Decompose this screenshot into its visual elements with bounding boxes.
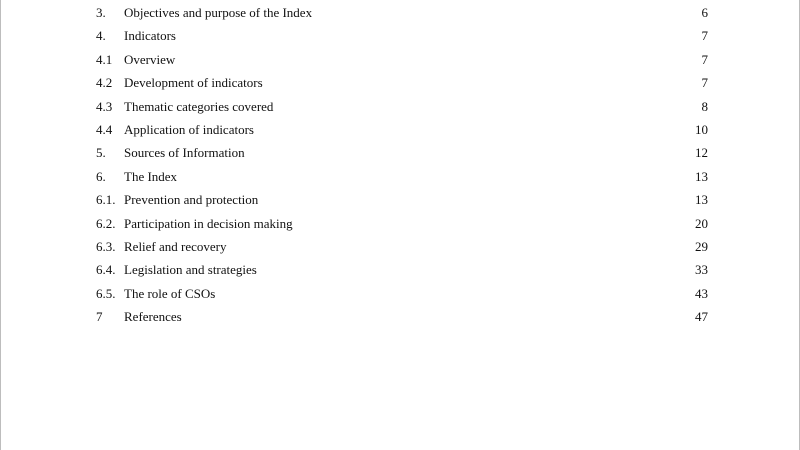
toc-entry-title: Participation in decision making [124, 215, 293, 231]
toc-entry-page: 12 [695, 145, 708, 161]
toc-entry[interactable] [96, 305, 708, 328]
toc-entry[interactable] [96, 71, 708, 94]
toc-dot-leader [217, 285, 694, 299]
toc-entry-number: 4.3 [96, 98, 113, 114]
toc-entry-number: 6.5. [96, 285, 116, 301]
toc-dot-leader [177, 51, 700, 65]
table-of-contents [96, 1, 708, 328]
toc-dot-leader [259, 261, 694, 275]
toc-entry-number: 4.2 [96, 75, 113, 91]
toc-entry-number: 6.4. [96, 262, 116, 278]
toc-dot-leader [314, 4, 700, 18]
toc-entry-number: 6.1. [96, 192, 116, 208]
toc-entry[interactable] [96, 212, 708, 235]
toc-entry-number: 7 [96, 309, 103, 325]
toc-entry-page: 47 [695, 309, 708, 325]
toc-entry[interactable] [96, 282, 708, 305]
toc-entry[interactable] [96, 24, 708, 47]
toc-entry[interactable] [96, 188, 708, 211]
toc-entry-title: The Index [124, 168, 178, 184]
toc-dot-leader [295, 215, 694, 229]
toc-entry-number: 4. [96, 28, 106, 44]
toc-entry-title: References [124, 309, 182, 325]
toc-dot-leader [275, 98, 700, 112]
toc-entry-number: 6.2. [96, 215, 116, 231]
toc-dot-leader [247, 144, 694, 158]
toc-entry-page: 7 [701, 75, 708, 91]
toc-dot-leader [256, 121, 694, 135]
toc-entry-title: Overview [124, 51, 176, 67]
toc-entry-number: 4.1 [96, 51, 113, 67]
toc-dot-leader [179, 168, 694, 182]
toc-dot-leader [260, 191, 694, 205]
toc-dot-leader [184, 308, 694, 322]
toc-dot-leader [178, 27, 701, 41]
toc-entry-title: Legislation and strategies [124, 262, 257, 278]
toc-entry-page: 33 [695, 262, 708, 278]
toc-entry-page: 43 [695, 285, 708, 301]
toc-entry[interactable] [96, 1, 708, 24]
toc-entry[interactable] [96, 141, 708, 164]
toc-entry-title: Prevention and protection [124, 192, 259, 208]
toc-entry-title: The role of CSOs [124, 285, 216, 301]
toc-entry-number: 6.3. [96, 238, 116, 254]
toc-entry-title: Indicators [124, 28, 176, 44]
toc-entry-number: 6. [96, 168, 106, 184]
toc-dot-leader [229, 238, 694, 252]
toc-entry-number: 3. [96, 5, 106, 20]
toc-entry-number: 5. [96, 145, 106, 161]
toc-entry-title: Relief and recovery [124, 238, 227, 254]
toc-entry-title: Objectives and purpose of the Index [124, 5, 313, 20]
toc-entry-title: Thematic categories covered [124, 98, 274, 114]
toc-entry-title: Application of indicators [124, 121, 254, 137]
toc-entry-page: 10 [695, 121, 708, 137]
toc-entry-page: 7 [701, 51, 708, 67]
toc-dot-leader [265, 74, 701, 88]
toc-entry-page: 6 [701, 5, 708, 20]
toc-entry-page: 13 [695, 192, 708, 208]
toc-entry-page: 8 [701, 98, 708, 114]
toc-entry-page: 7 [701, 28, 708, 44]
toc-entry-title: Sources of Information [124, 145, 245, 161]
toc-entry-page: 29 [695, 238, 708, 254]
toc-entry[interactable] [96, 48, 708, 71]
toc-entry[interactable] [96, 95, 708, 118]
toc-entry-page: 20 [695, 215, 708, 231]
toc-entry-number: 4.4 [96, 121, 113, 137]
toc-entry[interactable] [96, 258, 708, 281]
toc-entry[interactable] [96, 235, 708, 258]
toc-entry-title: Development of indicators [124, 75, 263, 91]
toc-entry[interactable] [96, 118, 708, 141]
toc-entry-page: 13 [695, 168, 708, 184]
toc-entry[interactable] [96, 165, 708, 188]
